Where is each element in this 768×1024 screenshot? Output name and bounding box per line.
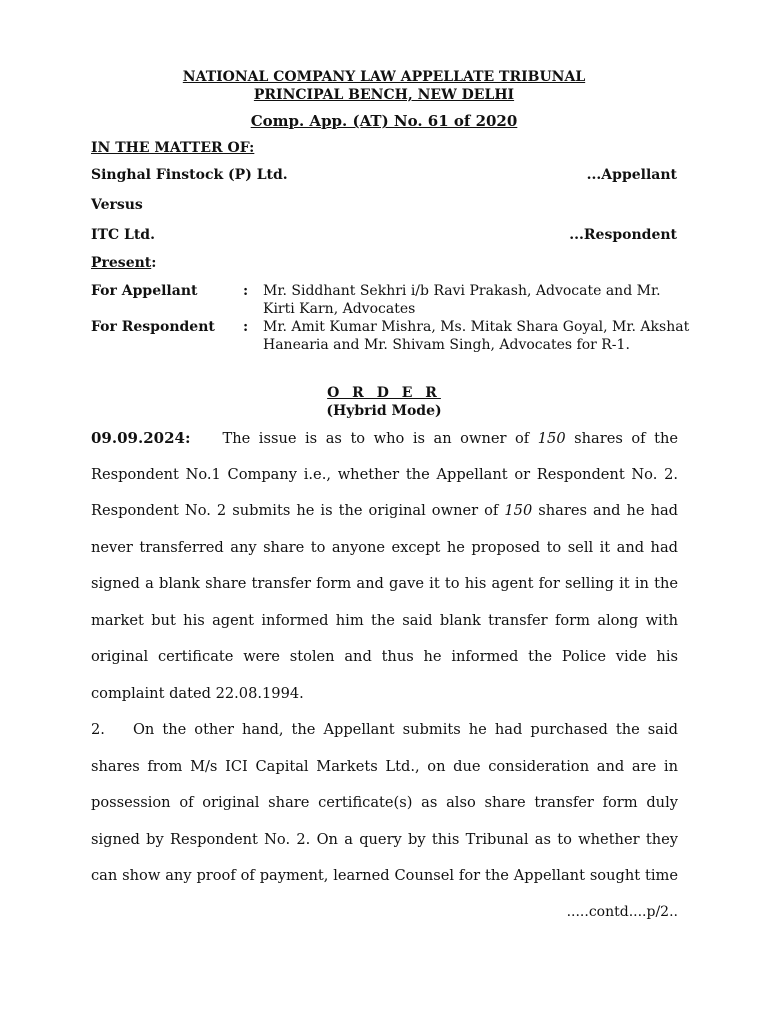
paragraph-line (91, 420, 678, 457)
present-value: Mr. Amit Kumar Mishra, Ms. Mitak Shara Goyal, Mr. Akshat Hanearia and Mr. Shivam Singh, Advocates for R-1. (263, 319, 690, 353)
paragraph-line: Respondent No.1 Company i.e., whether the Appellant or Respondent No. 2. (91, 465, 678, 483)
paragraph-number: 2. (91, 721, 105, 738)
tribunal-title: NATIONAL COMPANY LAW APPELLATE TRIBUNAL (182, 69, 586, 85)
present-row-appellant (91, 283, 691, 319)
order-mode: (Hybrid Mode) (326, 403, 442, 419)
paragraph-line: can show any proof of payment, learned Counsel for the Appellant sought time (91, 867, 678, 884)
paragraph-line: complaint dated 22.08.1994. (91, 684, 304, 702)
case-number: Comp. App. (AT) No. 61 of 2020 (250, 112, 518, 130)
appellant-name: Singhal Finstock (P) Ltd. (91, 167, 288, 183)
present-label: For Appellant (91, 283, 198, 299)
present-heading-colon: : (151, 255, 157, 271)
paragraph-line: signed a blank share transfer form and gave it to his agent for selling it in the (91, 575, 678, 592)
respondent-tag: ...Respondent (569, 227, 677, 243)
order-date: 09.09.2024: (91, 429, 191, 447)
share-count: 150 (504, 502, 533, 519)
paragraph-line: signed by Respondent No. 2. On a query by this Tribunal as to whether they (91, 830, 678, 848)
respondent-name: ITC Ltd. (91, 227, 155, 243)
order-paragraph-1 (91, 420, 678, 712)
appellant-tag: ...Appellant (586, 167, 677, 183)
present-heading-text: Present (91, 255, 152, 271)
paragraph-line (91, 493, 678, 530)
present-value: Mr. Siddhant Sekhri i/b Ravi Prakash, Advocate and Mr. Kirti Karn, Advocates (263, 283, 661, 317)
present-separator: : (243, 283, 249, 299)
present-separator: : (243, 319, 249, 335)
order-paragraph-2 (91, 712, 678, 895)
line-text: The issue is as to who is an owner of (222, 430, 530, 447)
present-label: For Respondent (91, 319, 215, 335)
matter-heading: IN THE MATTER OF: (91, 140, 255, 156)
paragraph-line (91, 712, 678, 749)
paragraph-line: original certificate were stolen and thus he informed the Police vide his (91, 648, 678, 665)
line-text: Respondent No. 2 submits he is the original owner of (91, 502, 499, 519)
paragraph-line: market but his agent informed him the said blank transfer form along with (91, 611, 678, 629)
line-text: On the other hand, the Appellant submits he had purchased the said (132, 721, 678, 738)
present-row-respondent (91, 319, 691, 373)
bench-name: PRINCIPAL BENCH, NEW DELHI (253, 87, 515, 103)
order-title: O R D E R (327, 385, 441, 401)
present-heading (91, 255, 156, 271)
paragraph-line: shares from M/s ICI Capital Markets Ltd., on due consideration and are in (91, 757, 678, 775)
share-count: 150 (537, 430, 566, 447)
paragraph-line: never transferred any share to anyone except he proposed to sell it and had (91, 538, 678, 556)
continued-note: .....contd....p/2.. (566, 904, 678, 920)
versus-label: Versus (91, 197, 143, 213)
line-text: shares and he had (538, 502, 679, 519)
paragraph-line: possession of original share certificate(s) as also share transfer form duly (91, 794, 678, 811)
line-text: shares of the (574, 430, 679, 447)
